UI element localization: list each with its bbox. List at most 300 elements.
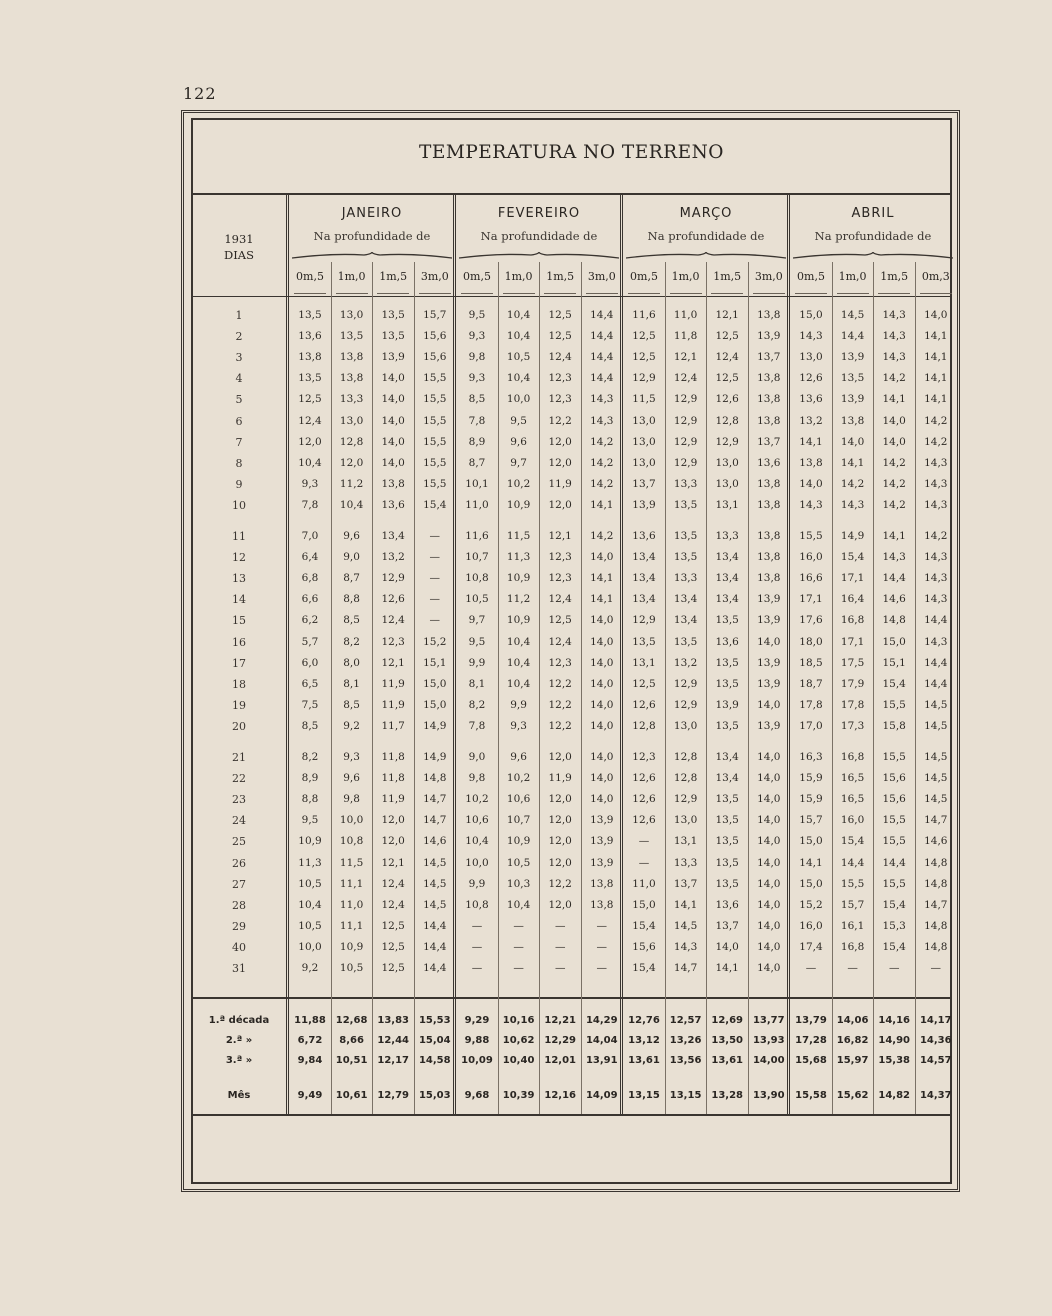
table-cell: 13,0 xyxy=(715,456,739,469)
table-cell: 13,8 xyxy=(757,372,781,385)
table-cell: 14,5 xyxy=(924,793,948,806)
summary-cell: 13,61 xyxy=(628,1055,660,1066)
summary-cell: 12,17 xyxy=(377,1055,409,1066)
table-cell: 15,6 xyxy=(423,330,447,343)
depth-header-underline xyxy=(837,293,869,294)
summary-label: 3.ª » xyxy=(225,1055,253,1066)
table-cell: 14,7 xyxy=(924,898,948,911)
table-cell: 13,8 xyxy=(298,351,322,364)
table-cell: 15,6 xyxy=(632,940,656,953)
table-cell: 13,6 xyxy=(632,530,656,542)
table-cell: 15,5 xyxy=(799,530,823,542)
table-cell: 13,1 xyxy=(715,498,739,511)
table-cell: 14,3 xyxy=(590,414,614,427)
summary-cell: 10,39 xyxy=(502,1090,535,1101)
table-cell: 9,8 xyxy=(343,793,360,806)
table-cell: 12,1 xyxy=(548,530,572,542)
table-cell: 11,6 xyxy=(632,309,656,321)
table-cell: 8,5 xyxy=(468,393,486,406)
table-cell: 10,2 xyxy=(506,477,531,490)
table-cell: 12,5 xyxy=(548,614,572,627)
table-cell: 13,0 xyxy=(632,456,656,469)
table-cell: — xyxy=(471,940,483,953)
table-cell: 13,5 xyxy=(298,309,322,321)
table-cell: 10,9 xyxy=(506,835,531,848)
summary-cell: 13,12 xyxy=(628,1035,660,1046)
table-cell: 17,1 xyxy=(840,635,865,648)
table-cell: 14,1 xyxy=(590,593,614,606)
table-cell: 15,4 xyxy=(423,498,447,511)
table-cell: 10,9 xyxy=(506,572,531,585)
page-number: 122 xyxy=(183,84,217,103)
day-label: 40 xyxy=(232,940,246,954)
table-cell: 9,7 xyxy=(510,456,527,469)
summary-cell: 13,93 xyxy=(752,1035,785,1046)
table-cell: 12,5 xyxy=(715,330,739,343)
table-cell: 15,5 xyxy=(423,414,447,427)
table-cell: 14,0 xyxy=(757,751,781,763)
table-cell: 14,8 xyxy=(423,772,447,785)
table-cell: 11,1 xyxy=(339,877,364,890)
summary-cell: 10,61 xyxy=(335,1090,368,1101)
table-cell: 12,1 xyxy=(715,309,739,321)
depth-header-underline xyxy=(670,293,702,294)
table-cell: 14,0 xyxy=(882,435,906,448)
table-cell: 13,3 xyxy=(673,856,698,869)
table-cell: 5,7 xyxy=(301,635,319,648)
table-cell: 14,4 xyxy=(590,372,614,385)
table-cell: 10,4 xyxy=(506,635,531,648)
summary-cell: 13,91 xyxy=(585,1055,618,1066)
table-cell: 9,2 xyxy=(343,719,360,732)
table-cell: 12,4 xyxy=(381,898,405,911)
table-cell: 12,8 xyxy=(339,435,364,448)
table-cell: 13,5 xyxy=(715,677,739,690)
summary-cell: 17,28 xyxy=(795,1035,827,1046)
depth-header: 1m,0 xyxy=(838,270,867,283)
table-cell: 13,0 xyxy=(632,435,656,448)
depth-header: 3m,0 xyxy=(754,270,783,283)
table-cell: 12,2 xyxy=(548,414,572,427)
table-cell: — xyxy=(596,919,608,932)
table-cell: 13,6 xyxy=(757,456,781,469)
table-cell: — xyxy=(429,593,441,606)
depth-header-underline xyxy=(461,293,493,294)
summary-cell: 13,56 xyxy=(669,1055,702,1066)
table-cell: 17,3 xyxy=(840,719,865,732)
depth-header: 1m,0 xyxy=(504,270,533,283)
table-cell: 14,2 xyxy=(882,456,906,469)
table-cell: 9,3 xyxy=(343,751,360,763)
table-cell: 7,8 xyxy=(301,498,319,511)
table-cell: — xyxy=(471,919,483,932)
table-cell: 13,4 xyxy=(632,572,656,585)
table-cell: 13,0 xyxy=(673,719,698,732)
table-cell: 12,3 xyxy=(632,751,656,763)
table-cell: 14,4 xyxy=(882,856,906,869)
table-cell: 8,7 xyxy=(343,572,360,585)
day-label: 4 xyxy=(235,372,243,386)
table-cell: 14,7 xyxy=(423,814,447,827)
month-subtitle: Na profundidade de xyxy=(814,229,932,243)
table-cell: 14,0 xyxy=(757,898,781,911)
depth-header-underline xyxy=(503,293,535,294)
table-cell: 12,3 xyxy=(548,393,572,406)
table-cell: 14,4 xyxy=(840,856,865,869)
table-cell: 14,0 xyxy=(381,414,405,427)
table-cell: 17,1 xyxy=(840,572,865,585)
table-cell: 13,0 xyxy=(799,351,823,364)
table-cell: 11,0 xyxy=(673,309,698,321)
table-cell: 12,9 xyxy=(673,414,698,427)
day-label: 5 xyxy=(235,393,243,407)
summary-cell: 13,83 xyxy=(377,1015,409,1026)
table-cell: 12,0 xyxy=(548,898,572,911)
table-cell: 14,7 xyxy=(924,814,948,827)
table-cell: 12,3 xyxy=(548,372,572,385)
table-cell: 12,4 xyxy=(548,351,572,364)
table-cell: 14,4 xyxy=(590,330,614,343)
table-cell: 12,5 xyxy=(632,351,656,364)
table-cell: 10,0 xyxy=(506,393,531,406)
month-brace xyxy=(793,252,953,260)
table-cell: 10,2 xyxy=(506,772,531,785)
summary-cell: 15,97 xyxy=(836,1055,869,1066)
depth-header: 0m,5 xyxy=(463,270,491,283)
summary-cell: 15,03 xyxy=(418,1090,451,1101)
table-cell: 12,6 xyxy=(632,814,656,827)
table-cell: 14,1 xyxy=(673,898,698,911)
table-cell: 10,7 xyxy=(506,814,531,827)
table-cell: 14,3 xyxy=(924,551,948,564)
table-cell: 14,0 xyxy=(590,719,614,732)
table-cell: 12,5 xyxy=(381,962,405,974)
table-cell: 14,3 xyxy=(882,330,906,343)
table-cell: 15,5 xyxy=(882,698,906,711)
table-cell: 11,9 xyxy=(548,477,572,490)
day-label: 20 xyxy=(232,719,246,733)
table-cell: 6,0 xyxy=(301,656,319,669)
table-cell: 14,8 xyxy=(924,877,948,890)
table-cell: 12,9 xyxy=(715,435,739,448)
table-cell: 15,6 xyxy=(423,351,447,364)
table-cell: 13,5 xyxy=(339,330,364,343)
summary-cell: 9,84 xyxy=(297,1055,323,1066)
table-cell: 13,3 xyxy=(715,530,739,542)
table-cell: 13,8 xyxy=(757,477,781,490)
table-cell: 15,1 xyxy=(882,656,906,669)
table-cell: 12,0 xyxy=(548,498,572,511)
table-cell: 7,8 xyxy=(468,414,486,427)
table-cell: 14,5 xyxy=(924,698,948,711)
table-cell: 17,4 xyxy=(799,940,823,953)
table-cell: 10,4 xyxy=(465,835,489,848)
table-cell: 14,0 xyxy=(757,940,781,953)
summary-cell: 14,09 xyxy=(585,1090,618,1101)
table-cell: 13,5 xyxy=(715,814,739,827)
table-cell: 13,5 xyxy=(715,835,739,848)
table-cell: 14,8 xyxy=(924,856,948,869)
table-cell: 10,0 xyxy=(339,814,364,827)
summary-label: Mês xyxy=(227,1090,251,1101)
day-label: 12 xyxy=(232,551,246,565)
table-cell: 15,6 xyxy=(882,793,906,806)
summary-cell: 15,04 xyxy=(418,1035,451,1046)
summary-cell: 14,04 xyxy=(585,1035,618,1046)
summary-cell: 13,79 xyxy=(795,1015,827,1026)
table-cell: 13,8 xyxy=(590,877,614,890)
table-cell: 14,8 xyxy=(924,919,948,932)
summary-cell: 10,51 xyxy=(335,1055,368,1066)
table-cell: — xyxy=(638,835,650,848)
summary-cell: 12,29 xyxy=(544,1035,576,1046)
depth-header-underline xyxy=(544,293,576,294)
table-cell: 9,9 xyxy=(468,656,486,669)
table-cell: 16,0 xyxy=(840,814,865,827)
table-cell: 12,6 xyxy=(381,593,405,606)
table-cell: 9,3 xyxy=(510,719,527,732)
table-cell: 14,4 xyxy=(590,309,614,321)
depth-header: 0m,5 xyxy=(797,270,825,283)
table-cell: 14,0 xyxy=(590,635,614,648)
table-cell: 8,1 xyxy=(468,677,486,690)
summary-cell: 12,76 xyxy=(628,1015,660,1026)
table-cell: 18,0 xyxy=(799,635,823,648)
month-name: JANEIRO xyxy=(341,206,403,221)
table-cell: 14,6 xyxy=(924,835,948,848)
table-cell: 9,6 xyxy=(343,772,360,785)
table-cell: 14,0 xyxy=(757,835,781,848)
table-cell: 15,5 xyxy=(882,751,906,763)
table-cell: 13,5 xyxy=(673,498,698,511)
table-cell: 14,1 xyxy=(799,435,823,448)
day-label: 2 xyxy=(235,330,243,344)
table-cell: 16,5 xyxy=(840,793,865,806)
table-cell: 9,6 xyxy=(343,530,360,542)
table-cell: 12,1 xyxy=(673,351,698,364)
table-cell: 8,9 xyxy=(468,435,486,448)
depth-header: 1m,0 xyxy=(337,270,366,283)
table-cell: 15,4 xyxy=(632,962,656,974)
table-cell: 14,0 xyxy=(757,877,781,890)
table-cell: 14,5 xyxy=(840,309,865,321)
table-cell: — xyxy=(638,856,650,869)
table-cell: 13,5 xyxy=(715,856,739,869)
depth-header: 1m,5 xyxy=(379,270,408,283)
table-cell: — xyxy=(513,940,524,953)
day-label: 27 xyxy=(232,877,246,891)
table-cell: 12,8 xyxy=(673,751,698,763)
table-cell: 14,2 xyxy=(924,414,948,427)
table-cell: 16,6 xyxy=(799,572,823,585)
table-cell: 14,0 xyxy=(381,435,405,448)
table-cell: 14,5 xyxy=(423,856,447,869)
day-label: 28 xyxy=(232,898,246,912)
summary-cell: 15,58 xyxy=(795,1090,827,1101)
summary-cell: 14,36 xyxy=(919,1035,952,1046)
title-rule xyxy=(191,193,952,195)
day-label: 23 xyxy=(232,793,246,807)
table-cell: 10,8 xyxy=(465,898,489,911)
table-cell: 13,9 xyxy=(840,393,865,406)
table-cell: 9,6 xyxy=(510,751,527,763)
summary-cell: 12,44 xyxy=(377,1035,409,1046)
table-cell: 13,9 xyxy=(757,677,781,690)
table-cell: 14,4 xyxy=(840,330,865,343)
table-cell: 14,6 xyxy=(882,593,906,606)
table-cell: 14,3 xyxy=(924,635,948,648)
table-cell: 14,1 xyxy=(590,572,614,585)
summary-cell: 12,79 xyxy=(377,1090,409,1101)
table-cell: 12,5 xyxy=(381,940,405,953)
table-cell: 13,5 xyxy=(715,614,739,627)
table-cell: 7,8 xyxy=(468,719,486,732)
table-cell: 15,5 xyxy=(423,435,447,448)
day-label: 26 xyxy=(232,856,246,870)
table-cell: 10,9 xyxy=(339,940,364,953)
table-cell: 13,8 xyxy=(757,530,781,542)
table-cell: 15,4 xyxy=(882,940,906,953)
table-cell: 10,8 xyxy=(465,572,489,585)
table-cell: 14,3 xyxy=(882,351,906,364)
table-cell: 12,4 xyxy=(673,372,698,385)
table-cell: — xyxy=(429,614,441,627)
table-cell: 15,5 xyxy=(423,393,447,406)
table-cell: 12,4 xyxy=(715,351,739,364)
table-cell: 17,0 xyxy=(799,719,823,732)
day-label: 29 xyxy=(232,919,246,933)
day-label: 31 xyxy=(232,962,246,975)
table-cell: 10,9 xyxy=(506,498,531,511)
table-cell: 12,0 xyxy=(548,835,572,848)
table-cell: 13,8 xyxy=(757,572,781,585)
table-cell: 12,0 xyxy=(298,435,322,448)
table-cell: 12,6 xyxy=(632,772,656,785)
month-brace xyxy=(626,252,786,260)
table-cell: 8,2 xyxy=(301,751,319,763)
table-cell: 14,1 xyxy=(882,530,906,542)
table-cell: 13,8 xyxy=(757,551,781,564)
table-cell: 14,0 xyxy=(590,698,614,711)
table-cell: 6,2 xyxy=(301,614,319,627)
table-cell: 9,7 xyxy=(468,614,486,627)
table-cell: 12,0 xyxy=(548,456,572,469)
table-cell: 9,8 xyxy=(468,351,486,364)
summary-cell: 16,82 xyxy=(836,1035,869,1046)
table-cell: 11,1 xyxy=(339,919,364,932)
table-cell: 9,5 xyxy=(301,814,319,827)
table-cell: 14,1 xyxy=(715,962,739,974)
table-cell: 12,8 xyxy=(673,772,698,785)
table-cell: 17,1 xyxy=(799,593,823,606)
table-cell: 14,0 xyxy=(840,435,865,448)
table-cell: 14,2 xyxy=(590,530,614,542)
table-cell: 12,0 xyxy=(381,835,405,848)
table-cell: 8,2 xyxy=(343,635,360,648)
table-cell: 12,5 xyxy=(715,372,739,385)
depth-header-underline xyxy=(419,293,451,294)
summary-cell: 11,88 xyxy=(294,1015,326,1026)
day-label: 15 xyxy=(232,614,246,628)
table-cell: 11,9 xyxy=(381,793,405,806)
table-cell: 12,6 xyxy=(799,372,823,385)
table-cell: — xyxy=(471,962,483,974)
table-cell: 10,5 xyxy=(339,962,364,974)
table-cell: 15,0 xyxy=(799,309,823,321)
table-cell: 13,3 xyxy=(673,572,698,585)
table-cell: 11,5 xyxy=(506,530,531,542)
table-cell: 13,4 xyxy=(673,593,698,606)
table-cell: 12,2 xyxy=(548,677,572,690)
depth-header-underline xyxy=(294,293,326,294)
table-cell: 15,4 xyxy=(882,898,906,911)
table-cell: 9,9 xyxy=(510,698,527,711)
table-cell: 11,7 xyxy=(381,719,405,732)
table-cell: 12,6 xyxy=(632,793,656,806)
table-cell: 7,5 xyxy=(301,698,319,711)
table-cell: 11,6 xyxy=(465,530,489,542)
table-cell: 14,0 xyxy=(590,793,614,806)
table-cell: 11,8 xyxy=(673,330,698,343)
table-cell: 14,1 xyxy=(924,393,948,406)
table-cell: 10,4 xyxy=(506,898,531,911)
header-rule xyxy=(191,296,952,297)
summary-cell: 9,68 xyxy=(464,1090,490,1101)
table-cell: 10,4 xyxy=(506,372,531,385)
table-cell: 18,5 xyxy=(799,656,823,669)
table-cell: 8,5 xyxy=(301,719,319,732)
table-cell: 14,0 xyxy=(882,414,906,427)
table-cell: 13,9 xyxy=(757,593,781,606)
table-cell: 15,4 xyxy=(882,677,906,690)
table-cell: 16,0 xyxy=(799,551,823,564)
table-cell: 14,2 xyxy=(590,477,614,490)
table-cell: 13,9 xyxy=(757,330,781,343)
summary-cell: 10,09 xyxy=(461,1055,493,1066)
table-cell: 13,4 xyxy=(715,551,739,564)
table-cell: 14,0 xyxy=(757,772,781,785)
table-cell: 13,9 xyxy=(757,656,781,669)
table-cell: 11,5 xyxy=(632,393,656,406)
table-cell: 8,8 xyxy=(301,793,319,806)
table-cell: 10,4 xyxy=(339,498,364,511)
table-cell: 12,8 xyxy=(715,414,739,427)
summary-cell: 10,16 xyxy=(502,1015,535,1026)
summary-cell: 13,28 xyxy=(711,1090,743,1101)
days-header: DIAS xyxy=(224,248,254,262)
table-cell: 15,5 xyxy=(423,477,447,490)
table-cell: 13,1 xyxy=(673,835,698,848)
table-cell: 14,4 xyxy=(924,614,948,627)
table-cell: 13,8 xyxy=(799,456,823,469)
summary-cell: 14,29 xyxy=(585,1015,618,1026)
table-cell: 13,4 xyxy=(381,530,405,542)
table-cell: 14,3 xyxy=(882,309,906,321)
table-cell: 15,5 xyxy=(840,877,865,890)
table-cell: 10,5 xyxy=(506,856,531,869)
table-cell: 13,5 xyxy=(715,877,739,890)
table-cell: 18,7 xyxy=(799,677,823,690)
table-cell: 12,3 xyxy=(381,635,405,648)
depth-header-underline xyxy=(336,293,368,294)
table-cell: 16,4 xyxy=(840,593,865,606)
table-cell: 9,3 xyxy=(468,372,486,385)
table-cell: — xyxy=(513,919,524,932)
table-cell: 13,8 xyxy=(757,498,781,511)
table-cell: 14,5 xyxy=(924,751,948,763)
table-cell: 12,9 xyxy=(632,614,656,627)
table-cell: 13,7 xyxy=(673,877,698,890)
